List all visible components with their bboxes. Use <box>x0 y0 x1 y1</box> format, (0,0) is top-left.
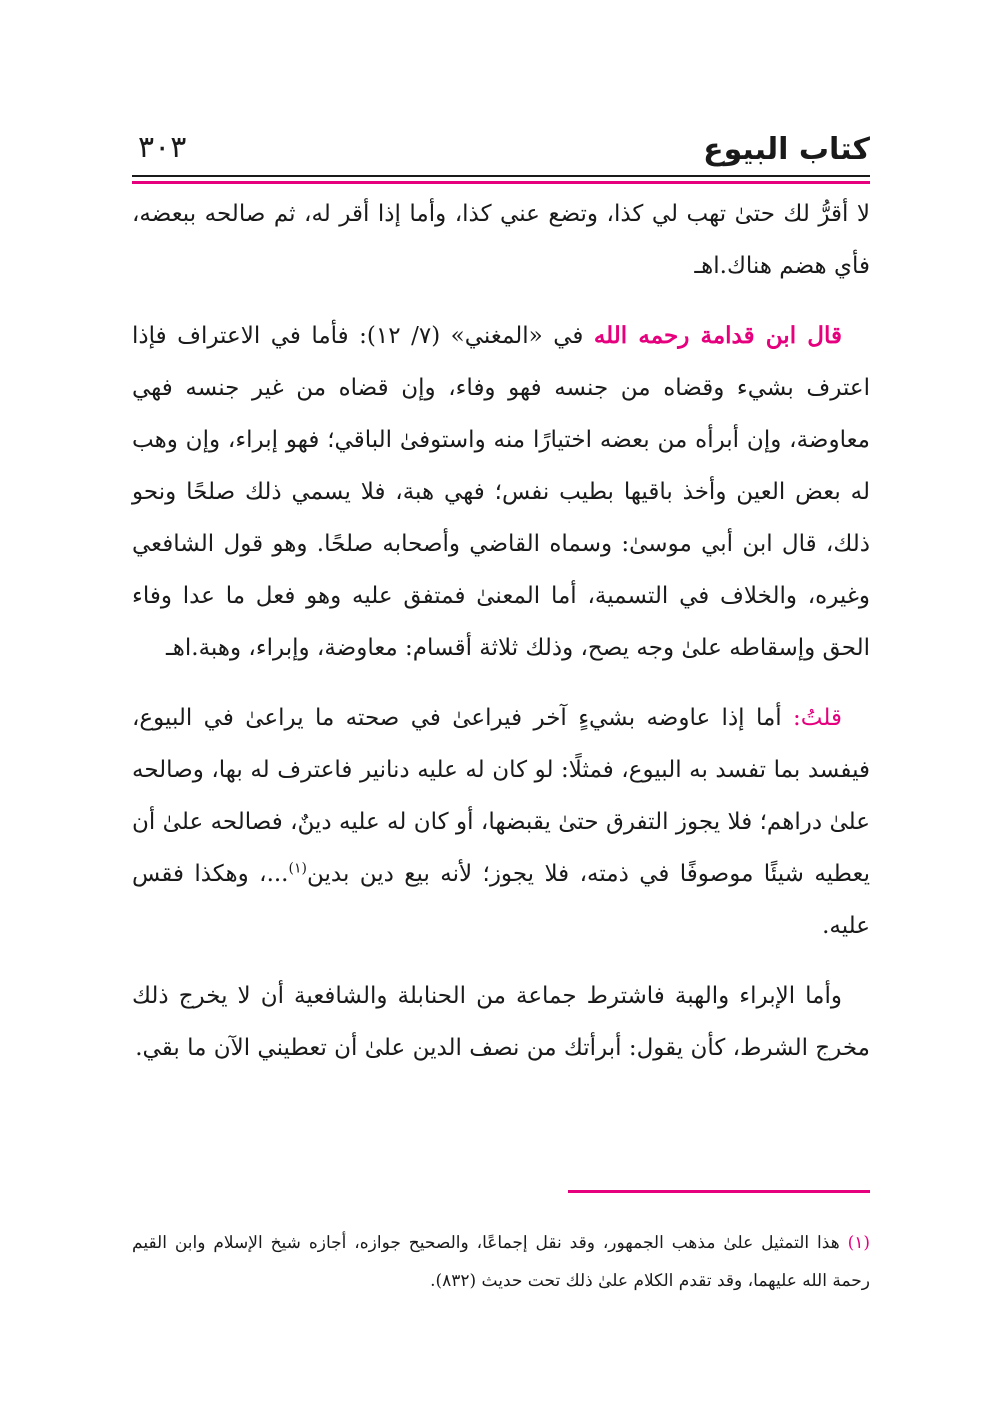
chapter-title: كتاب البيوع <box>703 132 870 167</box>
paragraph-2-text: في «المغني» (٧/ ١٢): فأما في الاعتراف فإذا اعترف بشيء وقضاه من جنسه فهو وفاء، وإن قضاه من غير جنسه فهي معاوضة، وإن أبرأه من بعضه اختيارًا منه واستوفىٰ الباقي؛ فهو إبراء، وإن وهب له بعض العين وأخذ باقيها بطيب نفس؛ فهي هبة، فلا يسمي ذلك صلحًا ونحو ذلك، قال ابن أبي موسىٰ: وسماه القاضي وأصحابه صلحًا. وهو قول الشافعي وغيره، والخلاف في التسمية، أما المعنىٰ فمتفق عليه وهو فعل ما عدا وفاء الحق وإسقاطه علىٰ وجه يصح، وذلك ثلاثة أقسام: معاوضة، وإبراء، وهبة.اهـ <box>132 323 870 661</box>
footnote-reference[interactable]: (١) <box>288 860 307 877</box>
header-rule-accent <box>132 181 870 184</box>
paragraph-3-text-a: أما إذا عاوضه بشيءٍ آخر فيراعىٰ في صحته ما يراعىٰ في البيوع، فيفسد بما تفسد به البيوع، فمثلًا: لو كان له عليه دنانير فاعترف له بها، وصالحه علىٰ دراهم؛ فلا يجوز التفرق حتىٰ يقبضها، أو كان له عليه دينٌ، فصالحه علىٰ أن يعطيه شيئًا موصوفًا في ذمته، فلا يجوز؛ لأنه بيع دين بدين <box>132 705 870 887</box>
page-number: ٣٠٣ <box>138 130 187 165</box>
paragraph-4 <box>132 970 870 1074</box>
main-content <box>132 188 870 1074</box>
quote-speaker: قال ابن قدامة رحمه الله <box>593 322 842 349</box>
paragraph-1 <box>132 188 870 292</box>
footnote-item <box>132 1224 870 1300</box>
paragraph-2 <box>132 310 870 674</box>
paragraph-3-text-b: ...، وهكذا فقس عليه. <box>132 861 870 939</box>
paragraph-4-text: وأما الإبراء والهبة فاشترط جماعة من الحنابلة والشافعية أن لا يخرج ذلك مخرج الشرط، كأن يقول: أبرأتك من نصف الدين علىٰ أن تعطيني الآن ما بقي. <box>132 983 870 1061</box>
paragraph-3 <box>132 692 870 952</box>
paragraph-1-text: لا أقرُّ لك حتىٰ تهب لي كذا، وتضع عني كذا، وأما إذا أقر له، ثم صالحه ببعضه، فأي هضم هناك.اهـ <box>132 201 870 279</box>
footnotes <box>132 1224 870 1300</box>
header-rule-black <box>132 175 870 177</box>
footnote-separator <box>568 1190 870 1193</box>
commentary-lead: قلتُ: <box>793 705 842 731</box>
footnote-number: (١) <box>847 1233 870 1253</box>
footnote-text: هذا التمثيل علىٰ مذهب الجمهور، وقد نقل إجماعًا، والصحيح جوازه، أجازه شيخ الإسلام وابن القيم رحمة الله عليهما، وقد تقدم الكلام علىٰ ذلك تحت حديث (٨٣٢). <box>132 1233 870 1291</box>
